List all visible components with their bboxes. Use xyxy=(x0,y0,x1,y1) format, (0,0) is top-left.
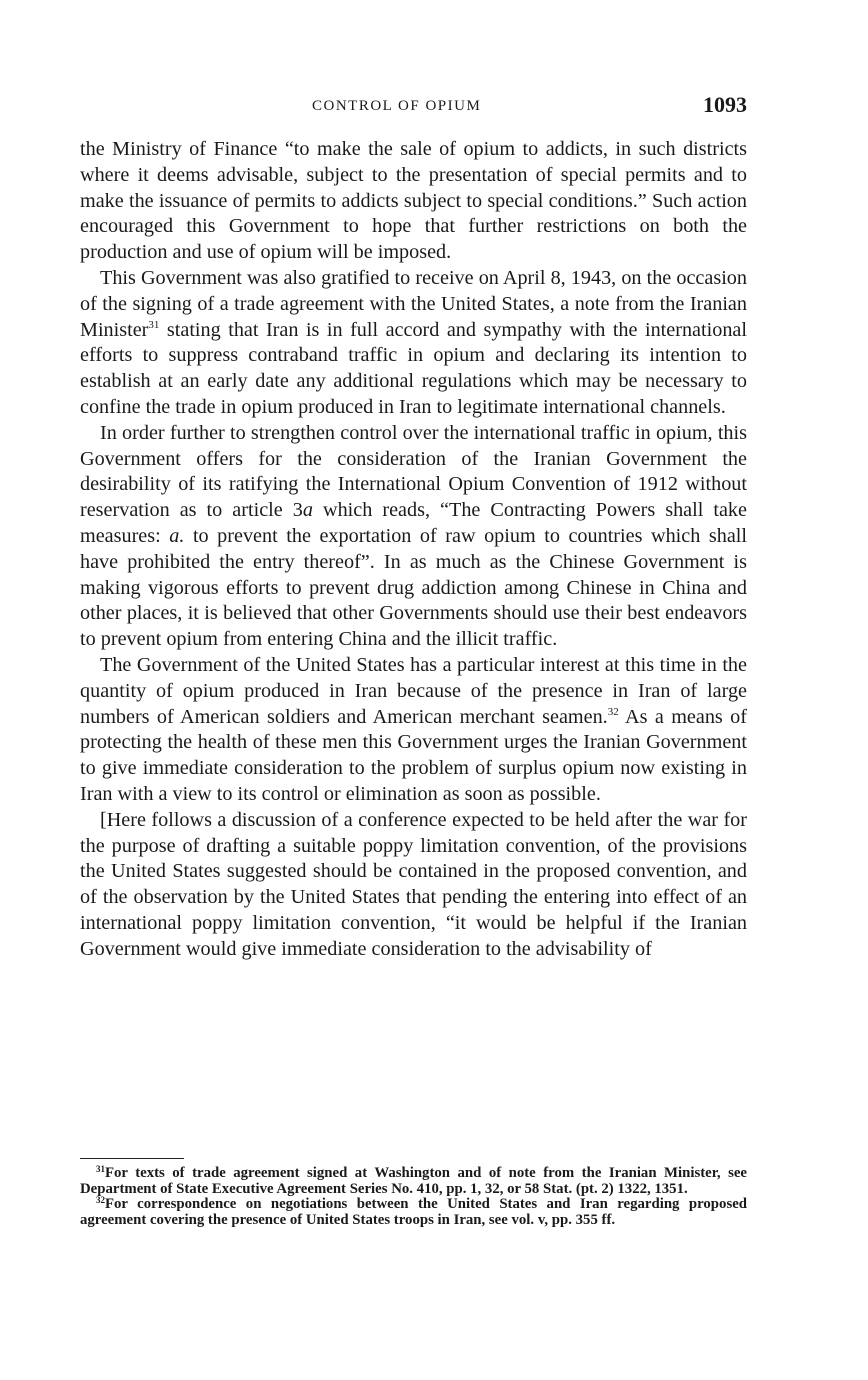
paragraph-3-text-b: which reads, “The Contracting Powers shall take measures: xyxy=(80,499,747,547)
page xyxy=(80,92,747,963)
footnote-ref-32: 32 xyxy=(607,705,619,718)
footnote-text: For texts of trade agreement signed at Washington and of note from the Iranian Minister, see Department of State Executive Agreement Series No. 410, pp. 1, 32, or 58 Stat. (pt. 2) 1322, 1351. xyxy=(80,1165,747,1197)
paragraph-1-text: the Ministry of Finance “to make the sale of opium to addicts, in such districts where it deems advisable, subject to the presentation of special permits and to make the issuance of permits to addicts subject to special conditions.” Such action encouraged this Government to hope that further restrictions on both the production and use of opium will be imposed. xyxy=(80,138,747,264)
paragraph-3-text-a: In order further to strengthen control over the international traffic in opium, this Government offers for the consideration of the Iranian Government the desirability of its ratifying the International Opium Convention of 1912 without reservation as to article 3 xyxy=(80,421,747,522)
paragraph-5 xyxy=(80,808,747,963)
article-letter: a xyxy=(302,499,313,522)
running-head xyxy=(80,92,747,122)
paragraph-4-text-a: The Government of the United States has a particular interest at this time in the quantity of opium produced in Iran because of the presence in Iran of large numbers of American soldiers and American merchant seamen. xyxy=(80,653,747,728)
footnote-text: For correspondence on negotiations between the United States and Iran regarding proposed agreement covering the presence of United States troops in Iran, see vol. v, pp. 355 ff. xyxy=(80,1196,747,1228)
footnote-rule xyxy=(80,1158,184,1159)
paragraph-3-text-c: to prevent the exportation of raw opium to countries which shall have prohibited the entry thereof”. In as much as the Chinese Government is making vigorous efforts to prevent drug addiction among Chinese in China and other places, it is believed that other Governments should use their best endeavors to prevent opium from entering China and the illicit traffic. xyxy=(80,524,747,651)
paragraph-5-text: [Here follows a discussion of a conference expected to be held after the war for the purpose of drafting a suitable poppy limitation convention, of the provisions the United States suggested should be contained in the proposed convention, and of the observation by the United States that pending the entering into effect of an international poppy limitation convention, “it would be helpful if the Iranian Government would give immediate consideration to the advisability of xyxy=(80,808,747,960)
item-letter: a. xyxy=(169,524,185,547)
paragraph-4 xyxy=(80,653,747,808)
footnote-ref-31: 31 xyxy=(148,318,160,331)
paragraph-3 xyxy=(80,421,747,653)
running-title: CONTROL OF OPIUM xyxy=(312,98,482,114)
paragraph-4-text-b: As a means of protecting the health of these men this Government urges the Iranian Government to give immediate consideration to the problem of surplus opium now existing in Iran with a view to its control or elimination as soon as possible. xyxy=(80,705,747,805)
page-number: 1093 xyxy=(703,92,747,117)
footnotes xyxy=(80,1166,747,1228)
paragraph-1 xyxy=(80,137,747,266)
paragraph-2-text-b: stating that Iran is in full accord and sympathy with the international efforts to suppress contraband traffic in opium and declaring its intention to establish at an early date any additional regulations which may be necessary to confine the trade in opium produced in Iran to legitimate international channels. xyxy=(80,318,747,418)
footnote-32 xyxy=(80,1197,747,1228)
footnote-mark: 32 xyxy=(96,1195,105,1206)
paragraph-2 xyxy=(80,266,747,421)
body-text xyxy=(80,137,747,963)
footnote-mark: 31 xyxy=(96,1164,105,1174)
footnote-31 xyxy=(80,1166,747,1197)
paragraph-2-text-a: This Government was also gratified to receive on April 8, 1943, on the occasion of the signing of a trade agreement with the United States, a note from the Iranian Minister xyxy=(80,266,747,341)
